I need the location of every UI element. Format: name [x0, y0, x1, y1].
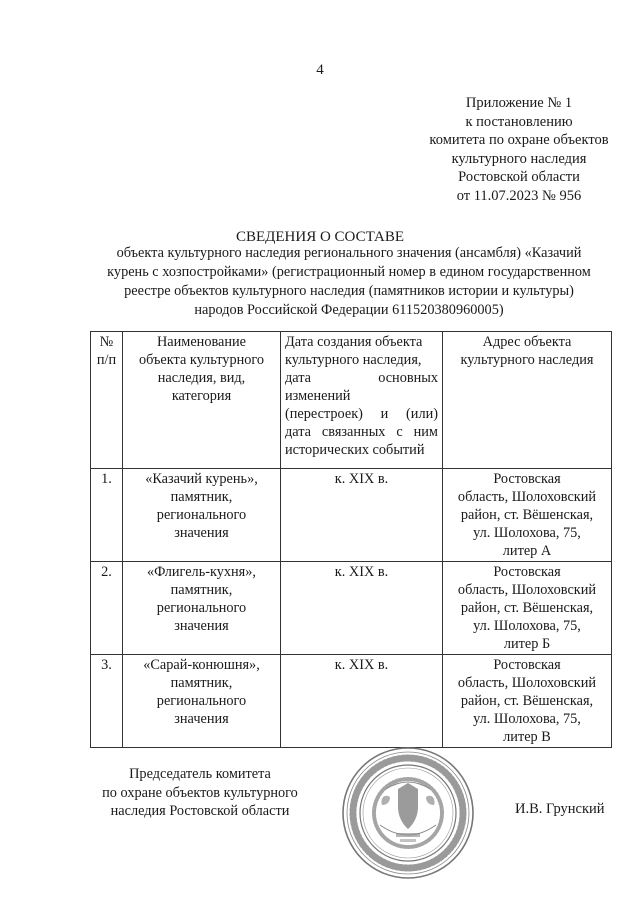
subtitle-line: курень с хозпостройками» (регистрационный номер в едином государственном	[107, 264, 591, 280]
cell-date: к. XIX в.	[281, 562, 443, 655]
signer-name: И.В. Грунский	[515, 801, 605, 817]
cell-number: 2.	[91, 562, 123, 655]
appendix-line: Ростовской области	[458, 169, 580, 185]
page-number: 4	[316, 62, 324, 78]
subtitle-line: объекта культурного наследия регионального значения (ансамбля) «Казачий	[116, 245, 582, 261]
appendix-line: от 11.07.2023 № 956	[456, 187, 582, 204]
table-header-row	[91, 332, 612, 469]
cell-address: Ростовская область, Шолоховский район, ст. Вёшенская, ул. Шолохова, 75, литер А	[443, 469, 612, 562]
document-subtitle	[76, 244, 622, 320]
header-name: Наименование объекта культурного наследия, вид, категория	[123, 332, 281, 469]
subtitle-line: народов Российской Федерации 611520380960005)	[194, 302, 504, 318]
cell-name: «Флигель-кухня», памятник, регионального значения	[123, 562, 281, 655]
cell-number: 1.	[91, 469, 123, 562]
table-row	[91, 562, 612, 655]
table-row	[91, 655, 612, 748]
cell-number: 3.	[91, 655, 123, 748]
cell-address: Ростовская область, Шолоховский район, ст. Вёшенская, ул. Шолохова, 75, литер Б	[443, 562, 612, 655]
official-seal-icon	[340, 745, 476, 881]
cell-date: к. XIX в.	[281, 469, 443, 562]
cell-address: Ростовская область, Шолоховский район, ст. Вёшенская, ул. Шолохова, 75, литер В	[443, 655, 612, 748]
table-row	[91, 469, 612, 562]
signer-position: Председатель комитета по охране объектов культурного наследия Ростовской области	[102, 766, 298, 819]
header-date-part: дата	[285, 370, 312, 386]
appendix-line: к постановлению	[465, 113, 573, 130]
header-date: Дата создания объекта культурного наследия, дата основных изменений (перестроек) и (или) дата связанных с ним исторических событий	[281, 332, 443, 469]
cell-date: к. XIX в.	[281, 655, 443, 748]
appendix-line: комитета по охране объектов	[429, 132, 609, 148]
appendix-line: Приложение № 1	[465, 95, 573, 111]
cell-name: «Сарай-конюшня», памятник, регионального значения	[123, 655, 281, 748]
appendix-line: культурного наследия	[451, 150, 587, 167]
header-date-part: основных	[378, 370, 438, 386]
cell-name: «Казачий курень», памятник, регионального значения	[123, 469, 281, 562]
subtitle-line: реестре объектов культурного наследия (памятников истории и культуры)	[124, 283, 574, 299]
appendix-block	[400, 94, 638, 205]
header-address: Адрес объекта культурного наследия	[443, 332, 612, 469]
objects-table	[90, 331, 612, 748]
header-number: № п/п	[91, 332, 123, 469]
document-title: СВЕДЕНИЯ О СОСТАВЕ	[235, 229, 404, 245]
